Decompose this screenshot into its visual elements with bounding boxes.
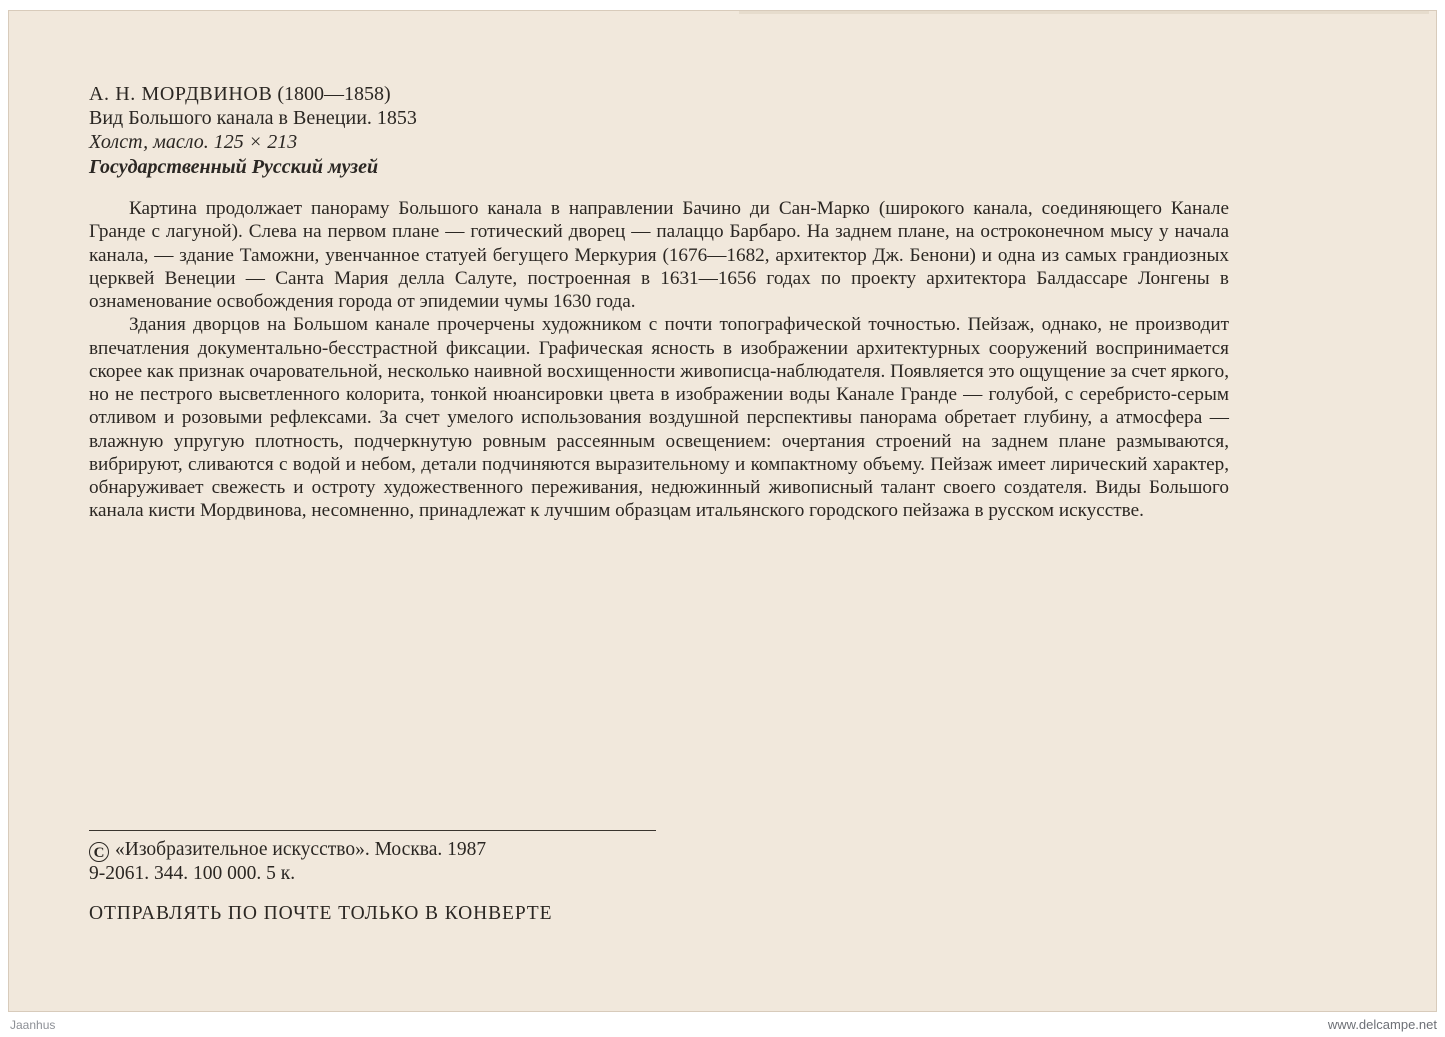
description-paragraph-2: Здания дворцов на Большом канале прочерчены художником с почти топографической точностью. Пейзаж, однако, не производит впечатления документально-бесстрастной фиксации. Графическая ясность в изображении архитектурных сооружений воспринимается скорее как признак очаровательной, несколько наивной восхищенности живописца-наблюдателя. Появляется это ощущение за счет яркого, но не пестрого высветленного колорита, тонкой нюансировки цвета в изображении воды Канале Гранде — голубой, с серебристо-серым отливом и розовыми рефлексами. За счет умелого использования воздушной перспективы панорама обретает глубину, а атмосфера — влажную упругую плотность, подчеркнутую ровным рассеянным освещением: очертания строений на заднем плане размываются, вибрируют, сливаются с водой и небом, детали подчиняются выразительному и компактному объему. Пейзаж имеет лирический характер, обнаруживает свежесть и остроту художественного переживания, недюжинный живописный талант своего создателя. Виды Большого канала кисти Мордвинова, несомненно, принадлежат к лучшим образцам итальянского городского пейзажа в русском искусстве. xyxy=(89,314,1229,522)
watermark-left: Jaanhus xyxy=(10,1018,56,1032)
publisher-line-row xyxy=(89,838,486,862)
mail-instruction: ОТПРАВЛЯТЬ ПО ПОЧТЕ ТОЛЬКО В КОНВЕРТЕ xyxy=(89,903,553,924)
artist-line xyxy=(89,82,417,106)
artist-years: (1800—1858) xyxy=(277,83,391,105)
print-code-line: 9-2061. 344. 100 000. 5 к. xyxy=(89,863,296,884)
watermark-right: www.delcampe.net xyxy=(1327,1017,1437,1032)
card-edge-shade xyxy=(739,11,1429,14)
artist-name: А. Н. МОРДВИНОВ xyxy=(89,83,273,105)
publisher-imprint xyxy=(89,838,486,885)
copyright-icon: C xyxy=(89,842,109,862)
description-text xyxy=(89,197,1229,523)
artwork-caption xyxy=(89,82,417,179)
artwork-medium: Холст, масло. 125 × 213 xyxy=(89,131,298,153)
divider-line xyxy=(89,830,656,831)
museum-name: Государственный Русский музей xyxy=(89,156,379,178)
description-paragraph-1: Картина продолжает панораму Большого канала в направлении Бачино ди Сан-Марко (широкого канала, соединяющего Канале Гранде с лагуной). Слева на первом плане — готический дворец — палаццо Барбаро. На заднем плане, на остроконечном мысу у начала канала, — здание Таможни, увенчанное статуей бегущего Меркурия (1676—1682, архитектор Дж. Бенони) и одна из самых грандиозных церквей Венеции — Санта Мария делла Салуте, построенная в 1631—1656 годах по проекту архитектора Балдассаре Лонгены в ознаменование освобождения города от эпидемии чумы 1630 года. xyxy=(89,198,1229,312)
artwork-title: Вид Большого канала в Венеции. 1853 xyxy=(89,107,417,129)
publisher-line: «Изобразительное искусство». Москва. 1987 xyxy=(115,839,487,860)
